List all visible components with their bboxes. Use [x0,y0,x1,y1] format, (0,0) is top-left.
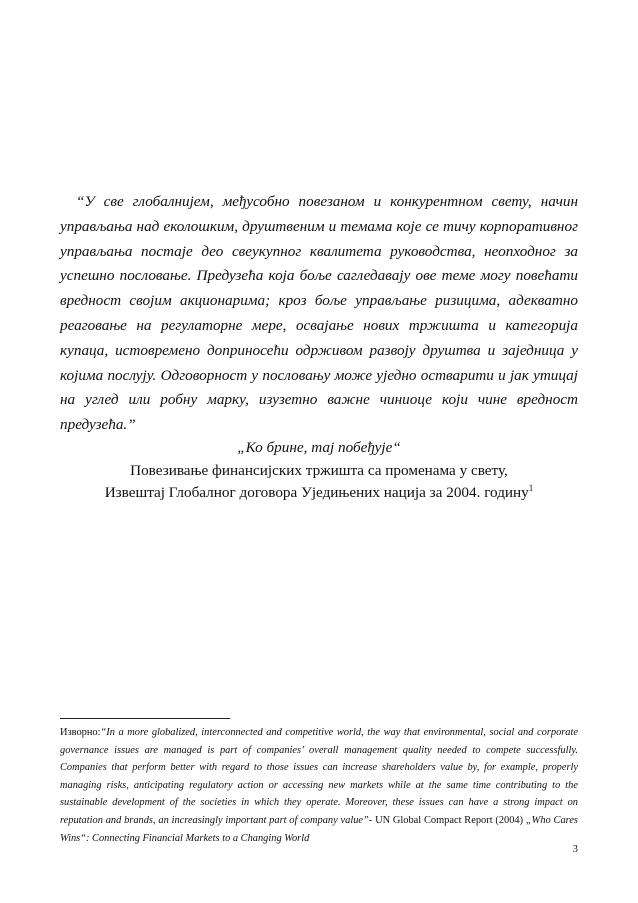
footnote [60,724,578,847]
attribution-title: „Ко брине, тај побеђује“ [237,439,401,456]
quote-attribution [60,437,578,505]
attribution-report [60,482,578,505]
footnote-separator [60,718,230,719]
footnote-source-title: „Who Cares Wins“: Connecting Financial Markets to a Changing World [60,814,578,844]
page-number: 3 [572,844,578,855]
attribution-report-text: Извештај Глобалног договора Уједињених нација за 2004. годину [104,484,529,501]
footnote-label: Изворно: [60,727,101,738]
footnote-reference[interactable]: 1 [528,482,534,493]
epigraph-quote: “У све глобалнијем, међусобно повезаном и конкурентном свету, начин управљања над еколошким, друштвеним и темама које се тичу корпоративног управљања постаје део свеукупног квалитета руководства, неопходног за успешно пословање. Предузећа која боље сагледавају ове теме могу повећати вредност својим акционарима; кроз боље управљање ризицима, адекватно реаговање на регулаторне мере, освајање нових тржишта и категорија купаца, истовремено доприносећи одрживом развоју друштва и заједница у којима послују. Одговорност у пословању може уједно остварити и јак утицај на углед или робну марку, изузетно важне чиниоце који чине вредност предузећа.” [60,193,578,434]
footnote-source: - UN Global Compact Report (2004) [368,814,526,826]
attribution-subtitle: Повезивање финансијских тржишта са променама у свету, [130,461,508,479]
footnote-quote: “In a more globalized, interconnected and competitive world, the way that environmental, social and corporate governance issues are managed is part of companies’ overall management quality needed to compete successfully. Companies that perform better with regard to those issues can increase shareholders value by, for example, properly managing risks, anticipating regulatory action or accessing new markets while at the same time contributing to the sustainable development of the societies in which they operate. Moreover, these issues can have a strong impact on reputation and brands, an increasingly important part of company value” [60,727,578,826]
